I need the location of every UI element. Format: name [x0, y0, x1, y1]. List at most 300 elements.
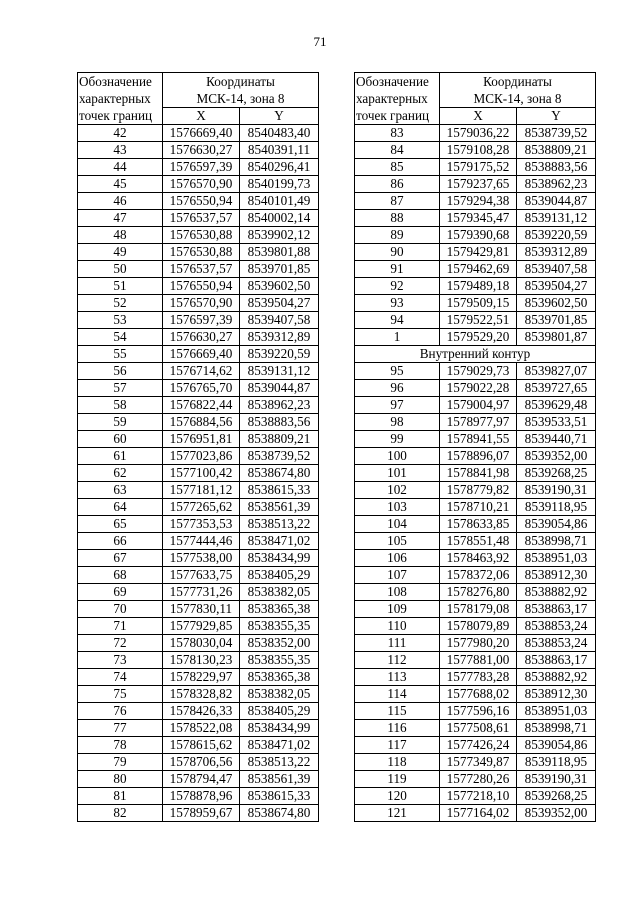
point-number-cell: 91 — [355, 261, 440, 278]
point-number-cell: 106 — [355, 550, 440, 567]
y-coordinate-cell: 8538405,29 — [240, 567, 319, 584]
point-number-cell: 98 — [355, 414, 440, 431]
x-coordinate-cell: 1578615,62 — [163, 737, 240, 754]
table-row — [355, 482, 596, 499]
x-coordinate-cell: 1579429,81 — [440, 244, 517, 261]
table-row — [355, 397, 596, 414]
x-coordinate-cell: 1577164,02 — [440, 805, 517, 822]
point-number-cell: 71 — [78, 618, 163, 635]
y-coordinate-cell: 8539220,59 — [517, 227, 596, 244]
y-coordinate-cell: 8540199,73 — [240, 176, 319, 193]
point-number-cell: 72 — [78, 635, 163, 652]
table-row — [78, 125, 319, 142]
y-coordinate-cell: 8539268,25 — [517, 465, 596, 482]
table-row — [355, 703, 596, 720]
table-row — [355, 278, 596, 295]
y-coordinate-cell: 8538434,99 — [240, 720, 319, 737]
y-coordinate-cell: 8538352,00 — [240, 635, 319, 652]
point-number-cell: 119 — [355, 771, 440, 788]
table-row — [78, 771, 319, 788]
point-number-cell: 62 — [78, 465, 163, 482]
x-coordinate-cell: 1576597,39 — [163, 312, 240, 329]
x-coordinate-cell: 1578896,07 — [440, 448, 517, 465]
point-number-cell: 64 — [78, 499, 163, 516]
y-coordinate-cell: 8539312,89 — [517, 244, 596, 261]
x-coordinate-cell: 1577538,00 — [163, 550, 240, 567]
coordinates-header: Координаты МСК-14, зона 8 — [440, 73, 596, 108]
x-coordinate-cell: 1577349,87 — [440, 754, 517, 771]
x-coordinate-cell: 1578794,47 — [163, 771, 240, 788]
x-coordinate-cell: 1578941,55 — [440, 431, 517, 448]
point-number-cell: 73 — [78, 652, 163, 669]
table-row — [78, 159, 319, 176]
x-coordinate-cell: 1578522,08 — [163, 720, 240, 737]
x-coordinate-cell: 1577444,46 — [163, 533, 240, 550]
x-coordinate-cell: 1579004,97 — [440, 397, 517, 414]
y-coordinate-cell: 8539352,00 — [517, 805, 596, 822]
x-coordinate-cell: 1578229,97 — [163, 669, 240, 686]
table-row — [355, 805, 596, 822]
x-coordinate-cell: 1576530,88 — [163, 227, 240, 244]
y-coordinate-cell: 8538674,80 — [240, 805, 319, 822]
point-number-cell: 84 — [355, 142, 440, 159]
table-row — [355, 295, 596, 312]
table-row — [355, 533, 596, 550]
x-coordinate-cell: 1578878,96 — [163, 788, 240, 805]
table-row — [78, 431, 319, 448]
table-row — [355, 686, 596, 703]
point-number-cell: 86 — [355, 176, 440, 193]
table-row — [78, 805, 319, 822]
point-number-cell: 105 — [355, 533, 440, 550]
y-coordinate-cell: 8538883,56 — [517, 159, 596, 176]
x-coordinate-cell: 1578977,97 — [440, 414, 517, 431]
point-number-cell: 54 — [78, 329, 163, 346]
y-coordinate-cell: 8538434,99 — [240, 550, 319, 567]
x-coordinate-cell: 1579294,38 — [440, 193, 517, 210]
table-row — [355, 261, 596, 278]
y-coordinate-cell: 8539727,65 — [517, 380, 596, 397]
point-number-cell: 63 — [78, 482, 163, 499]
point-number-cell: 113 — [355, 669, 440, 686]
table-row — [78, 227, 319, 244]
y-coordinate-cell: 8538513,22 — [240, 516, 319, 533]
x-coordinate-cell: 1578130,23 — [163, 652, 240, 669]
table-row — [78, 584, 319, 601]
x-coordinate-cell: 1576570,90 — [163, 176, 240, 193]
y-coordinate-cell: 8540391,11 — [240, 142, 319, 159]
x-coordinate-cell: 1578079,89 — [440, 618, 517, 635]
table-row — [355, 584, 596, 601]
point-number-cell: 48 — [78, 227, 163, 244]
x-coordinate-cell: 1579036,22 — [440, 125, 517, 142]
x-coordinate-cell: 1578030,04 — [163, 635, 240, 652]
table-row — [355, 176, 596, 193]
point-number-cell: 115 — [355, 703, 440, 720]
table-row — [355, 159, 596, 176]
y-coordinate-cell: 8540483,40 — [240, 125, 319, 142]
right-table-body-inner — [355, 363, 596, 822]
y-coordinate-cell: 8539440,71 — [517, 431, 596, 448]
table-row — [78, 669, 319, 686]
point-number-cell: 103 — [355, 499, 440, 516]
table-row — [78, 737, 319, 754]
x-coordinate-cell: 1578959,67 — [163, 805, 240, 822]
point-number-cell: 66 — [78, 533, 163, 550]
x-coordinate-cell: 1576630,27 — [163, 142, 240, 159]
x-coordinate-cell: 1576530,88 — [163, 244, 240, 261]
x-coordinate-cell: 1578328,82 — [163, 686, 240, 703]
table-row — [355, 720, 596, 737]
table-row — [78, 142, 319, 159]
point-number-cell: 77 — [78, 720, 163, 737]
table-row — [355, 142, 596, 159]
point-number-cell: 95 — [355, 363, 440, 380]
x-coordinate-cell: 1577265,62 — [163, 499, 240, 516]
y-coordinate-cell: 8538883,56 — [240, 414, 319, 431]
y-coordinate-cell: 8539352,00 — [517, 448, 596, 465]
point-number-cell: 100 — [355, 448, 440, 465]
point-number-cell: 104 — [355, 516, 440, 533]
point-number-cell: 49 — [78, 244, 163, 261]
table-row — [355, 329, 596, 346]
table-row — [78, 567, 319, 584]
point-number-cell: 110 — [355, 618, 440, 635]
y-coordinate-cell: 8539629,48 — [517, 397, 596, 414]
point-number-cell: 70 — [78, 601, 163, 618]
table-row — [355, 601, 596, 618]
x-coordinate-cell: 1576822,44 — [163, 397, 240, 414]
point-number-cell: 121 — [355, 805, 440, 822]
x-coordinate-cell: 1579509,15 — [440, 295, 517, 312]
x-coordinate-cell: 1578179,08 — [440, 601, 517, 618]
x-coordinate-cell: 1577881,00 — [440, 652, 517, 669]
table-row — [355, 125, 596, 142]
point-number-cell: 83 — [355, 125, 440, 142]
point-number-cell: 67 — [78, 550, 163, 567]
point-number-cell: 46 — [78, 193, 163, 210]
y-coordinate-cell: 8539131,12 — [517, 210, 596, 227]
y-coordinate-cell: 8538739,52 — [517, 125, 596, 142]
y-coordinate-cell: 8539044,87 — [517, 193, 596, 210]
table-row — [355, 737, 596, 754]
x-coordinate-cell: 1579022,28 — [440, 380, 517, 397]
y-coordinate-cell: 8539827,07 — [517, 363, 596, 380]
y-coordinate-cell: 8538355,35 — [240, 618, 319, 635]
table-row — [78, 618, 319, 635]
x-coordinate-cell: 1578276,80 — [440, 584, 517, 601]
y-coordinate-cell: 8538912,30 — [517, 686, 596, 703]
y-coordinate-cell: 8538674,80 — [240, 465, 319, 482]
point-number-cell: 57 — [78, 380, 163, 397]
table-row — [355, 652, 596, 669]
y-coordinate-cell: 8539533,51 — [517, 414, 596, 431]
x-coordinate-cell: 1577181,12 — [163, 482, 240, 499]
y-coordinate-cell: 8538561,39 — [240, 499, 319, 516]
point-number-cell: 76 — [78, 703, 163, 720]
y-coordinate-cell: 8538853,24 — [517, 618, 596, 635]
point-number-cell: 68 — [78, 567, 163, 584]
x-coordinate-cell: 1578426,33 — [163, 703, 240, 720]
x-coordinate-cell: 1579237,65 — [440, 176, 517, 193]
y-coordinate-cell: 8539504,27 — [517, 278, 596, 295]
y-coordinate-cell: 8539118,95 — [517, 754, 596, 771]
table-row — [355, 431, 596, 448]
table-row — [78, 210, 319, 227]
x-coordinate-cell: 1578841,98 — [440, 465, 517, 482]
table-row — [355, 550, 596, 567]
table-row — [78, 635, 319, 652]
table-row — [78, 414, 319, 431]
y-coordinate-cell: 8538365,38 — [240, 601, 319, 618]
y-coordinate-cell: 8538615,33 — [240, 482, 319, 499]
point-designation-header: Обозначение характерных точек границ — [355, 73, 440, 125]
x-coordinate-cell: 1579108,28 — [440, 142, 517, 159]
point-number-cell: 85 — [355, 159, 440, 176]
coordinates-table-left — [77, 72, 319, 822]
point-number-cell: 75 — [78, 686, 163, 703]
table-row — [78, 397, 319, 414]
x-coordinate-cell: 1577100,42 — [163, 465, 240, 482]
x-coordinate-cell: 1577426,24 — [440, 737, 517, 754]
x-coordinate-cell: 1579489,18 — [440, 278, 517, 295]
point-number-cell: 111 — [355, 635, 440, 652]
y-coordinate-cell: 8538355,35 — [240, 652, 319, 669]
x-coordinate-cell: 1577929,85 — [163, 618, 240, 635]
table-row — [78, 652, 319, 669]
table-row — [355, 448, 596, 465]
point-number-cell: 65 — [78, 516, 163, 533]
table-row — [78, 329, 319, 346]
point-number-cell: 97 — [355, 397, 440, 414]
table-row — [78, 295, 319, 312]
table-row — [78, 499, 319, 516]
y-coordinate-cell: 8539190,31 — [517, 482, 596, 499]
x-coordinate-cell: 1577731,26 — [163, 584, 240, 601]
x-coordinate-cell: 1576550,94 — [163, 278, 240, 295]
point-number-cell: 44 — [78, 159, 163, 176]
x-coordinate-cell: 1578706,56 — [163, 754, 240, 771]
table-row — [78, 380, 319, 397]
y-coordinate-cell: 8538405,29 — [240, 703, 319, 720]
x-coordinate-cell: 1577830,11 — [163, 601, 240, 618]
coordinates-header: Координаты МСК-14, зона 8 — [163, 73, 319, 108]
y-coordinate-cell: 8538513,22 — [240, 754, 319, 771]
point-number-cell: 94 — [355, 312, 440, 329]
point-number-cell: 59 — [78, 414, 163, 431]
y-coordinate-cell: 8538809,21 — [240, 431, 319, 448]
table-row — [78, 193, 319, 210]
x-coordinate-cell: 1578551,48 — [440, 533, 517, 550]
y-coordinate-cell: 8539407,58 — [240, 312, 319, 329]
y-column-header: Y — [240, 108, 319, 125]
x-coordinate-cell: 1579522,51 — [440, 312, 517, 329]
point-number-cell: 50 — [78, 261, 163, 278]
point-number-cell: 93 — [355, 295, 440, 312]
x-coordinate-cell: 1579175,52 — [440, 159, 517, 176]
x-coordinate-cell: 1577980,20 — [440, 635, 517, 652]
point-number-cell: 108 — [355, 584, 440, 601]
x-column-header: X — [163, 108, 240, 125]
y-coordinate-cell: 8539131,12 — [240, 363, 319, 380]
table-row — [78, 533, 319, 550]
table-row — [78, 448, 319, 465]
table-row — [355, 244, 596, 261]
x-coordinate-cell: 1578779,82 — [440, 482, 517, 499]
y-coordinate-cell: 8539044,87 — [240, 380, 319, 397]
y-coordinate-cell: 8540101,49 — [240, 193, 319, 210]
point-number-cell: 118 — [355, 754, 440, 771]
point-number-cell: 88 — [355, 210, 440, 227]
point-number-cell: 52 — [78, 295, 163, 312]
x-coordinate-cell: 1577508,61 — [440, 720, 517, 737]
table-row — [355, 227, 596, 244]
point-number-cell: 90 — [355, 244, 440, 261]
y-coordinate-cell: 8539801,88 — [240, 244, 319, 261]
table-row — [355, 788, 596, 805]
x-coordinate-cell: 1576537,57 — [163, 261, 240, 278]
y-coordinate-cell: 8539268,25 — [517, 788, 596, 805]
table-row — [355, 380, 596, 397]
x-coordinate-cell: 1579529,20 — [440, 329, 517, 346]
x-coordinate-cell: 1579390,68 — [440, 227, 517, 244]
x-coordinate-cell: 1577783,28 — [440, 669, 517, 686]
point-number-cell: 69 — [78, 584, 163, 601]
point-number-cell: 60 — [78, 431, 163, 448]
y-coordinate-cell: 8538863,17 — [517, 601, 596, 618]
y-coordinate-cell: 8538382,05 — [240, 686, 319, 703]
y-coordinate-cell: 8538962,23 — [517, 176, 596, 193]
table-row — [78, 601, 319, 618]
x-coordinate-cell: 1576669,40 — [163, 125, 240, 142]
y-coordinate-cell: 8538365,38 — [240, 669, 319, 686]
point-number-cell: 114 — [355, 686, 440, 703]
page-number: 71 — [313, 34, 327, 49]
y-coordinate-cell: 8539312,89 — [240, 329, 319, 346]
table-row — [355, 193, 596, 210]
table-row — [355, 499, 596, 516]
table-row — [78, 244, 319, 261]
x-coordinate-cell: 1577023,86 — [163, 448, 240, 465]
point-number-cell: 101 — [355, 465, 440, 482]
point-number-cell: 56 — [78, 363, 163, 380]
point-number-cell: 51 — [78, 278, 163, 295]
table-row — [78, 686, 319, 703]
x-coordinate-cell: 1579345,47 — [440, 210, 517, 227]
table-row — [78, 788, 319, 805]
point-number-cell: 74 — [78, 669, 163, 686]
y-coordinate-cell: 8538863,17 — [517, 652, 596, 669]
section-row — [355, 346, 596, 363]
table-row — [78, 363, 319, 380]
y-coordinate-cell: 8538998,71 — [517, 720, 596, 737]
table-row — [78, 482, 319, 499]
point-number-cell: 116 — [355, 720, 440, 737]
right-table-body-outer — [355, 125, 596, 346]
table-row — [78, 465, 319, 482]
y-coordinate-cell: 8539118,95 — [517, 499, 596, 516]
table-row — [355, 465, 596, 482]
y-coordinate-cell: 8539054,86 — [517, 737, 596, 754]
x-coordinate-cell: 1577353,53 — [163, 516, 240, 533]
x-coordinate-cell: 1578710,21 — [440, 499, 517, 516]
x-coordinate-cell: 1576669,40 — [163, 346, 240, 363]
y-coordinate-cell: 8539902,12 — [240, 227, 319, 244]
table-row — [78, 703, 319, 720]
point-number-cell: 99 — [355, 431, 440, 448]
point-number-cell: 120 — [355, 788, 440, 805]
point-number-cell: 47 — [78, 210, 163, 227]
y-coordinate-cell: 8538615,33 — [240, 788, 319, 805]
x-coordinate-cell: 1576714,62 — [163, 363, 240, 380]
point-number-cell: 102 — [355, 482, 440, 499]
y-coordinate-cell: 8540002,14 — [240, 210, 319, 227]
point-number-cell: 81 — [78, 788, 163, 805]
table-row — [78, 278, 319, 295]
x-coordinate-cell: 1576570,90 — [163, 295, 240, 312]
y-coordinate-cell: 8538561,39 — [240, 771, 319, 788]
y-coordinate-cell: 8540296,41 — [240, 159, 319, 176]
point-number-cell: 78 — [78, 737, 163, 754]
x-coordinate-cell: 1576550,94 — [163, 193, 240, 210]
table-row — [78, 346, 319, 363]
x-coordinate-cell: 1577218,10 — [440, 788, 517, 805]
x-coordinate-cell: 1576630,27 — [163, 329, 240, 346]
table-row — [78, 720, 319, 737]
table-row — [78, 754, 319, 771]
point-number-cell: 79 — [78, 754, 163, 771]
point-number-cell: 61 — [78, 448, 163, 465]
inner-contour-label: Внутренний контур — [355, 346, 596, 363]
point-number-cell: 107 — [355, 567, 440, 584]
table-row — [355, 363, 596, 380]
y-coordinate-cell: 8539504,27 — [240, 295, 319, 312]
y-coordinate-cell: 8539190,31 — [517, 771, 596, 788]
point-number-cell: 112 — [355, 652, 440, 669]
point-number-cell: 89 — [355, 227, 440, 244]
point-number-cell: 1 — [355, 329, 440, 346]
x-coordinate-cell: 1578633,85 — [440, 516, 517, 533]
y-coordinate-cell: 8538882,92 — [517, 669, 596, 686]
x-coordinate-cell: 1579462,69 — [440, 261, 517, 278]
x-coordinate-cell: 1577688,02 — [440, 686, 517, 703]
y-coordinate-cell: 8538962,23 — [240, 397, 319, 414]
x-coordinate-cell: 1577596,16 — [440, 703, 517, 720]
x-coordinate-cell: 1576951,81 — [163, 431, 240, 448]
y-coordinate-cell: 8538471,02 — [240, 737, 319, 754]
point-number-cell: 92 — [355, 278, 440, 295]
table-row — [355, 771, 596, 788]
y-coordinate-cell: 8539054,86 — [517, 516, 596, 533]
table-row — [355, 669, 596, 686]
x-coordinate-cell: 1578463,92 — [440, 550, 517, 567]
x-coordinate-cell: 1577280,26 — [440, 771, 517, 788]
y-coordinate-cell: 8538912,30 — [517, 567, 596, 584]
y-coordinate-cell: 8539801,87 — [517, 329, 596, 346]
y-column-header: Y — [517, 108, 596, 125]
point-designation-header: Обозначение характерных точек границ — [78, 73, 163, 125]
y-coordinate-cell: 8538382,05 — [240, 584, 319, 601]
y-coordinate-cell: 8538998,71 — [517, 533, 596, 550]
point-number-cell: 42 — [78, 125, 163, 142]
table-row — [78, 261, 319, 278]
point-number-cell: 80 — [78, 771, 163, 788]
point-number-cell: 109 — [355, 601, 440, 618]
coordinates-table-right — [354, 72, 596, 822]
y-coordinate-cell: 8538882,92 — [517, 584, 596, 601]
table-row — [355, 312, 596, 329]
table-row — [355, 516, 596, 533]
